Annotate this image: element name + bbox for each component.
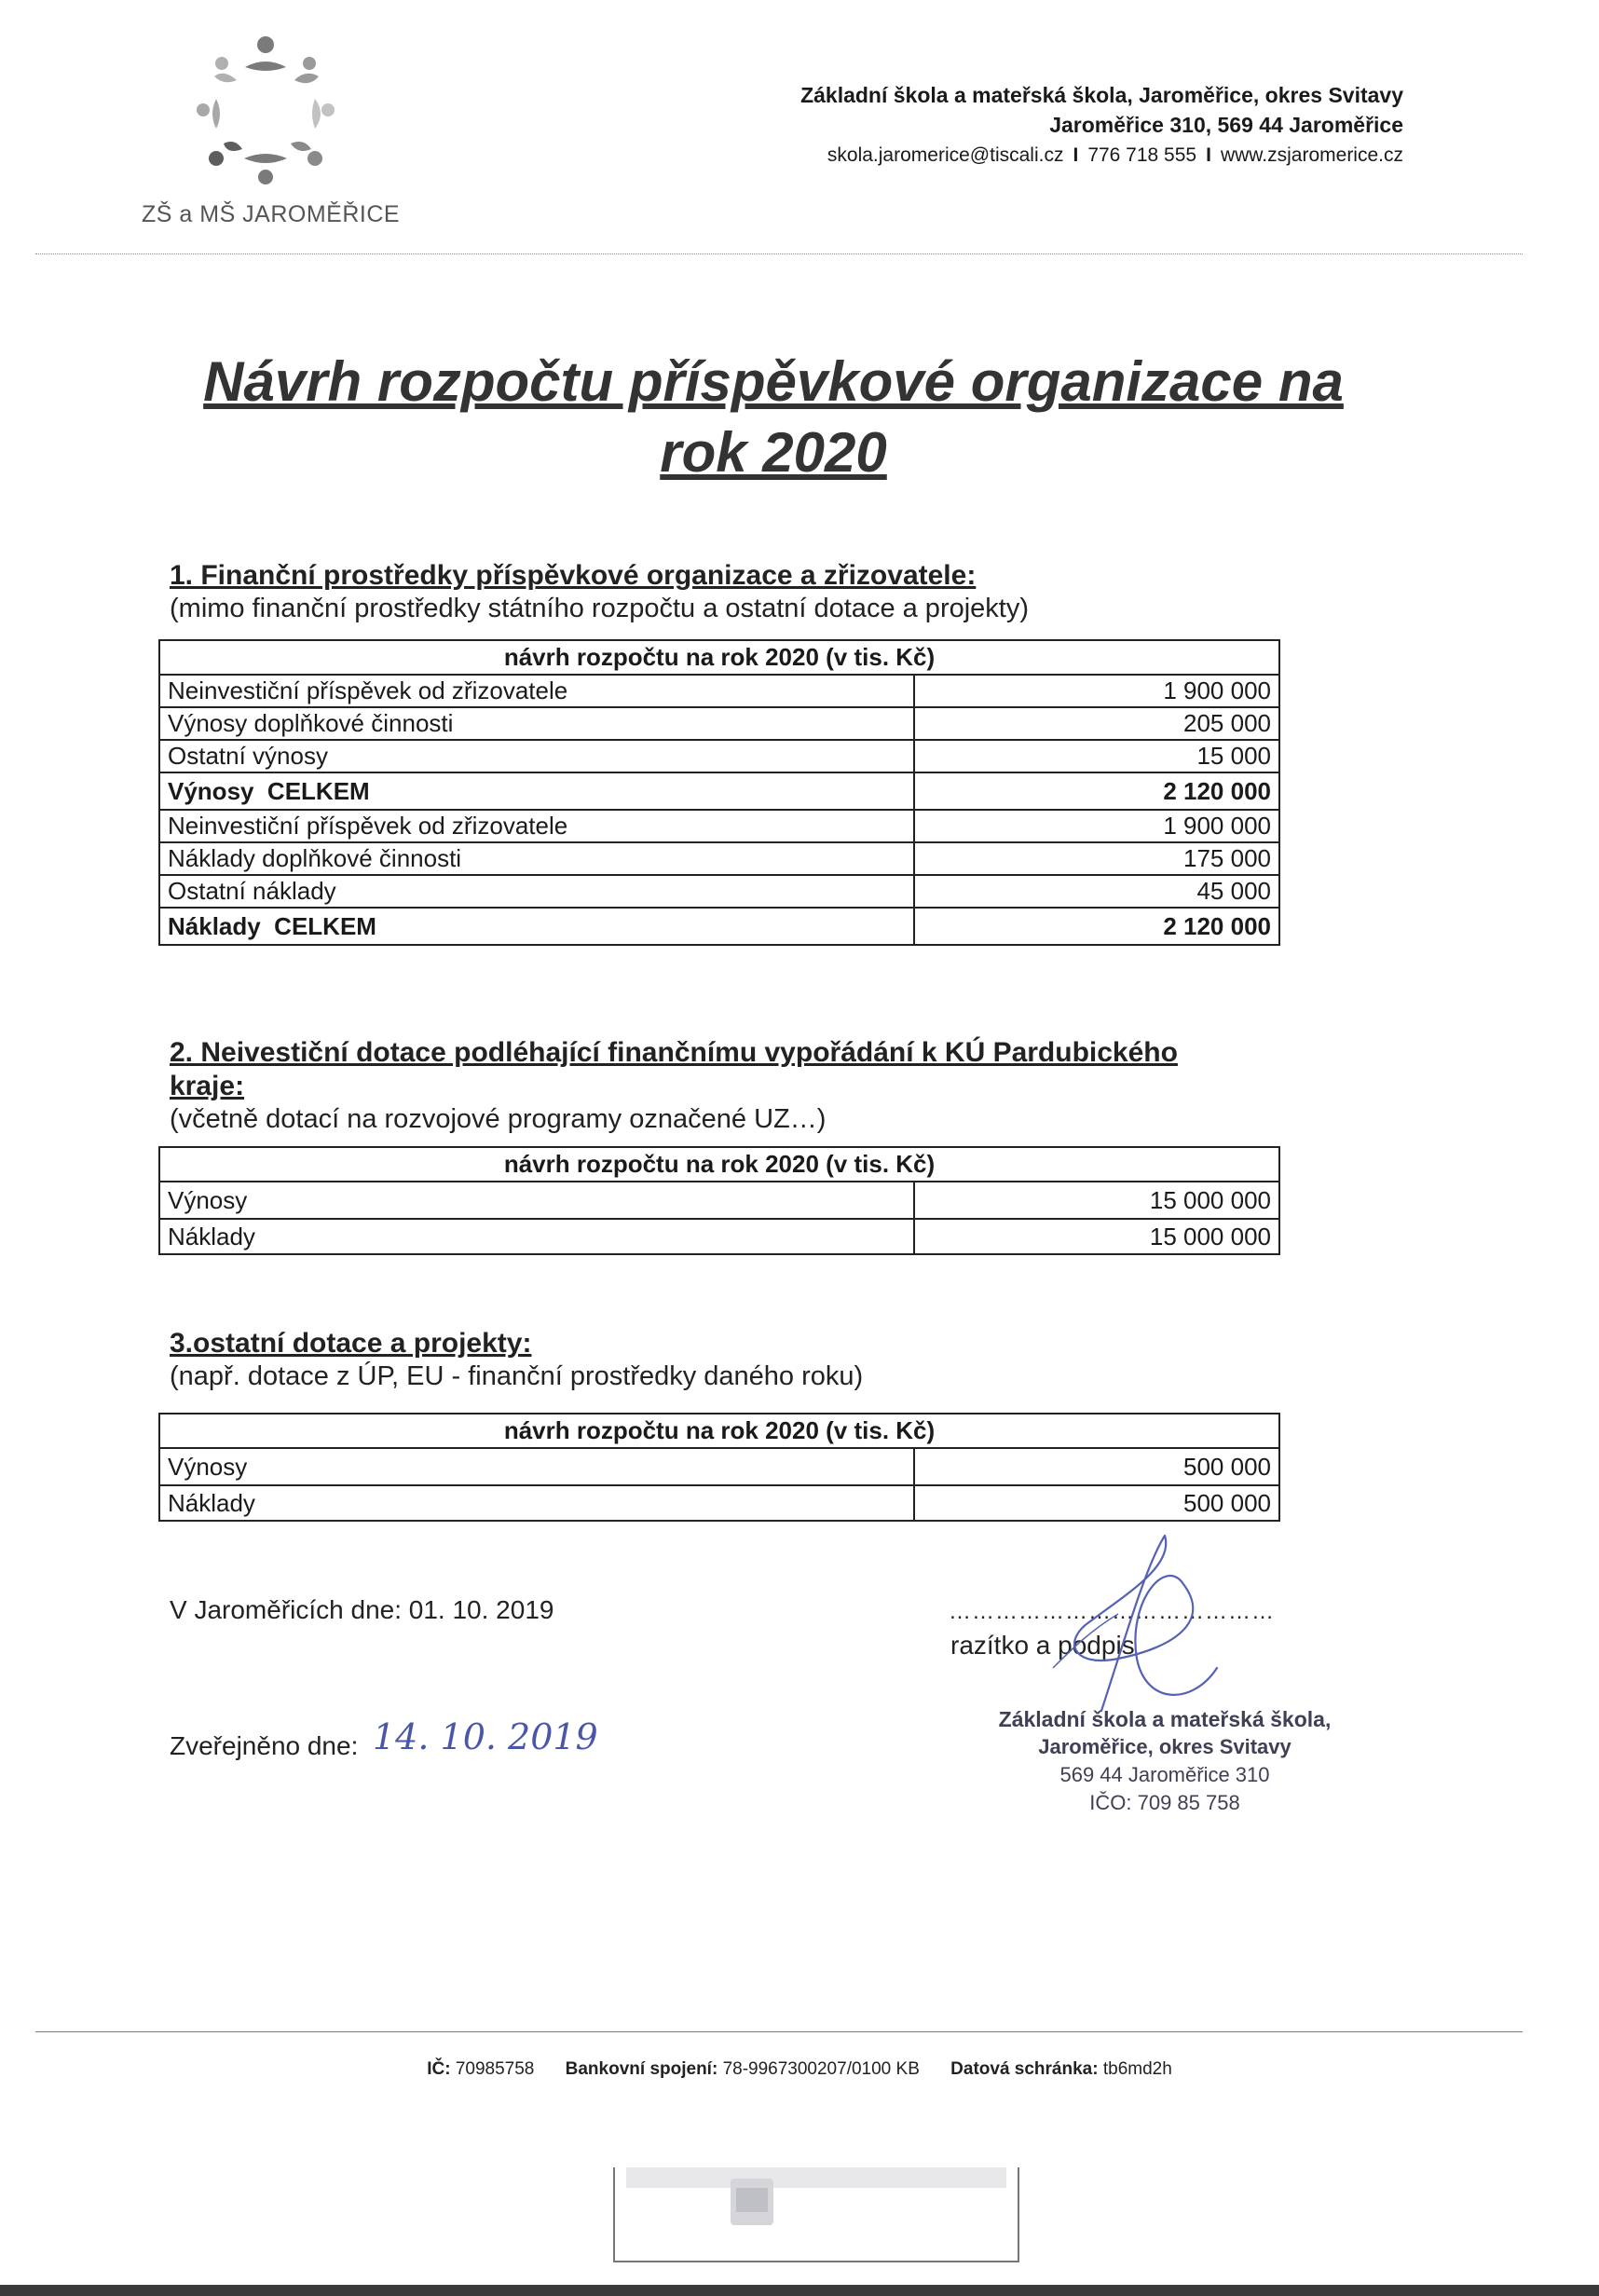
separator: I	[1073, 144, 1079, 166]
row-label: Neinvestiční příspěvek od zřizovatele	[159, 810, 914, 842]
stamp-label: razítko a podpis	[950, 1631, 1135, 1660]
school-header	[800, 80, 1403, 171]
databox-value: tb6md2h	[1102, 2059, 1172, 2079]
ic-label: IČ:	[427, 2059, 451, 2079]
row-value: 45 000	[914, 875, 1279, 908]
document-title	[112, 347, 1435, 488]
table-row	[159, 1485, 1279, 1521]
section2-heading-line-1: 2. Neivestiční dotace podléhající finančnímu vypořádání k KÚ Pardubického	[170, 1037, 1178, 1068]
published-label: Zveřejněno dne:	[170, 1731, 359, 1760]
table-row	[159, 1219, 1279, 1254]
logo-text: ZŠ a MŠ JAROMĚŘICE	[142, 201, 401, 227]
row-value: 175 000	[914, 842, 1279, 875]
stamp-line-4: IČO: 709 85 758	[1089, 1791, 1240, 1814]
row-label: Náklady	[159, 1485, 914, 1521]
row-label: Výnosy	[159, 1448, 914, 1485]
table-header: návrh rozpočtu na rok 2020 (v tis. Kč)	[159, 1147, 1279, 1182]
row-label: Výnosy	[159, 1182, 914, 1219]
section2-heading-line-2: kraje:	[170, 1071, 245, 1101]
table-row	[159, 810, 1279, 842]
table-row	[159, 675, 1279, 707]
row-value: 15 000	[914, 740, 1279, 772]
section1-subtitle: (mimo finanční prostředky státního rozpočtu a ostatní dotace a projekty)	[170, 594, 1030, 623]
table-row	[159, 1448, 1279, 1485]
footer-rule	[35, 2031, 1523, 2032]
section2-subtitle: (včetně dotací na rozvojové programy označené UZ…)	[170, 1104, 827, 1134]
row-value: 15 000 000	[914, 1182, 1279, 1219]
school-logo	[186, 28, 345, 186]
separator: I	[1206, 144, 1211, 166]
section3-heading: 3.ostatní dotace a projekty:	[170, 1328, 532, 1359]
school-web: www.zsjaromerice.cz	[1220, 144, 1403, 166]
row-value: 205 000	[914, 707, 1279, 740]
school-email: skola.jaromerice@tiscali.cz	[827, 144, 1064, 166]
contact-line	[800, 140, 1403, 171]
school-address: Jaroměřice 310, 569 44 Jaroměřice	[1049, 113, 1403, 137]
row-value: 1 900 000	[914, 810, 1279, 842]
databox-label: Datová schránka:	[950, 2059, 1099, 2079]
row-label: Výnosy CELKEM	[159, 772, 914, 810]
table-row	[159, 875, 1279, 908]
scan-box	[613, 2167, 1019, 2262]
row-value: 15 000 000	[914, 1219, 1279, 1254]
scan-edge	[0, 2285, 1599, 2296]
table-row	[159, 707, 1279, 740]
row-label: Náklady CELKEM	[159, 908, 914, 945]
row-label: Ostatní výnosy	[159, 740, 914, 772]
published-date-handwritten: 14. 10. 2019	[373, 1716, 598, 1757]
bank-value: 78-9967300207/0100 KB	[722, 2059, 920, 2079]
row-label: Náklady	[159, 1219, 914, 1254]
section2-heading	[170, 1036, 1178, 1103]
row-value: 500 000	[914, 1485, 1279, 1521]
table-row	[159, 842, 1279, 875]
title-line-2: rok 2020	[660, 421, 887, 484]
school-phone: 776 718 555	[1087, 144, 1197, 166]
table-header: návrh rozpočtu na rok 2020 (v tis. Kč)	[159, 640, 1279, 675]
ic-value: 70985758	[455, 2059, 535, 2079]
section1-heading: 1. Finanční prostředky příspěvkové organizace a zřizovatele:	[170, 560, 977, 591]
film-icon	[719, 2169, 785, 2234]
table-row-total	[159, 772, 1279, 810]
table-row	[159, 1182, 1279, 1219]
place-date: V Jaroměřicích dne: 01. 10. 2019	[170, 1595, 554, 1624]
row-value: 1 900 000	[914, 675, 1279, 707]
section3-table	[158, 1413, 1280, 1522]
row-label: Výnosy doplňkové činnosti	[159, 707, 914, 740]
row-value: 2 120 000	[914, 908, 1279, 945]
stamp-line-3: 569 44 Jaroměřice 310	[1059, 1763, 1270, 1786]
footer	[0, 2059, 1599, 2080]
stamp-line-2: Jaroměřice, okres Svitavy	[1038, 1735, 1292, 1758]
row-value: 500 000	[914, 1448, 1279, 1485]
table-header: návrh rozpočtu na rok 2020 (v tis. Kč)	[159, 1414, 1279, 1448]
section1-table	[158, 639, 1280, 946]
row-value: 2 120 000	[914, 772, 1279, 810]
title-line-1: Návrh rozpočtu příspěvkové organizace na	[203, 350, 1344, 413]
row-label: Neinvestiční příspěvek od zřizovatele	[159, 675, 914, 707]
table-row-total	[159, 908, 1279, 945]
row-label: Náklady doplňkové činnosti	[159, 842, 914, 875]
header-rule	[35, 253, 1523, 254]
section2-table	[158, 1146, 1280, 1255]
signature-mark	[1034, 1528, 1249, 1724]
bank-label: Bankovní spojení:	[565, 2059, 718, 2079]
section3-subtitle: (např. dotace z ÚP, EU - finanční prostředky daného roku)	[170, 1361, 864, 1391]
row-label: Ostatní náklady	[159, 875, 914, 908]
stamp-line-1: Základní škola a mateřská škola,	[998, 1707, 1332, 1731]
school-stamp	[969, 1705, 1360, 1817]
table-row	[159, 740, 1279, 772]
school-name: Základní škola a mateřská škola, Jaroměřice, okres Svitavy	[800, 83, 1403, 107]
signature-dots: ……………………………………	[949, 1599, 1275, 1624]
